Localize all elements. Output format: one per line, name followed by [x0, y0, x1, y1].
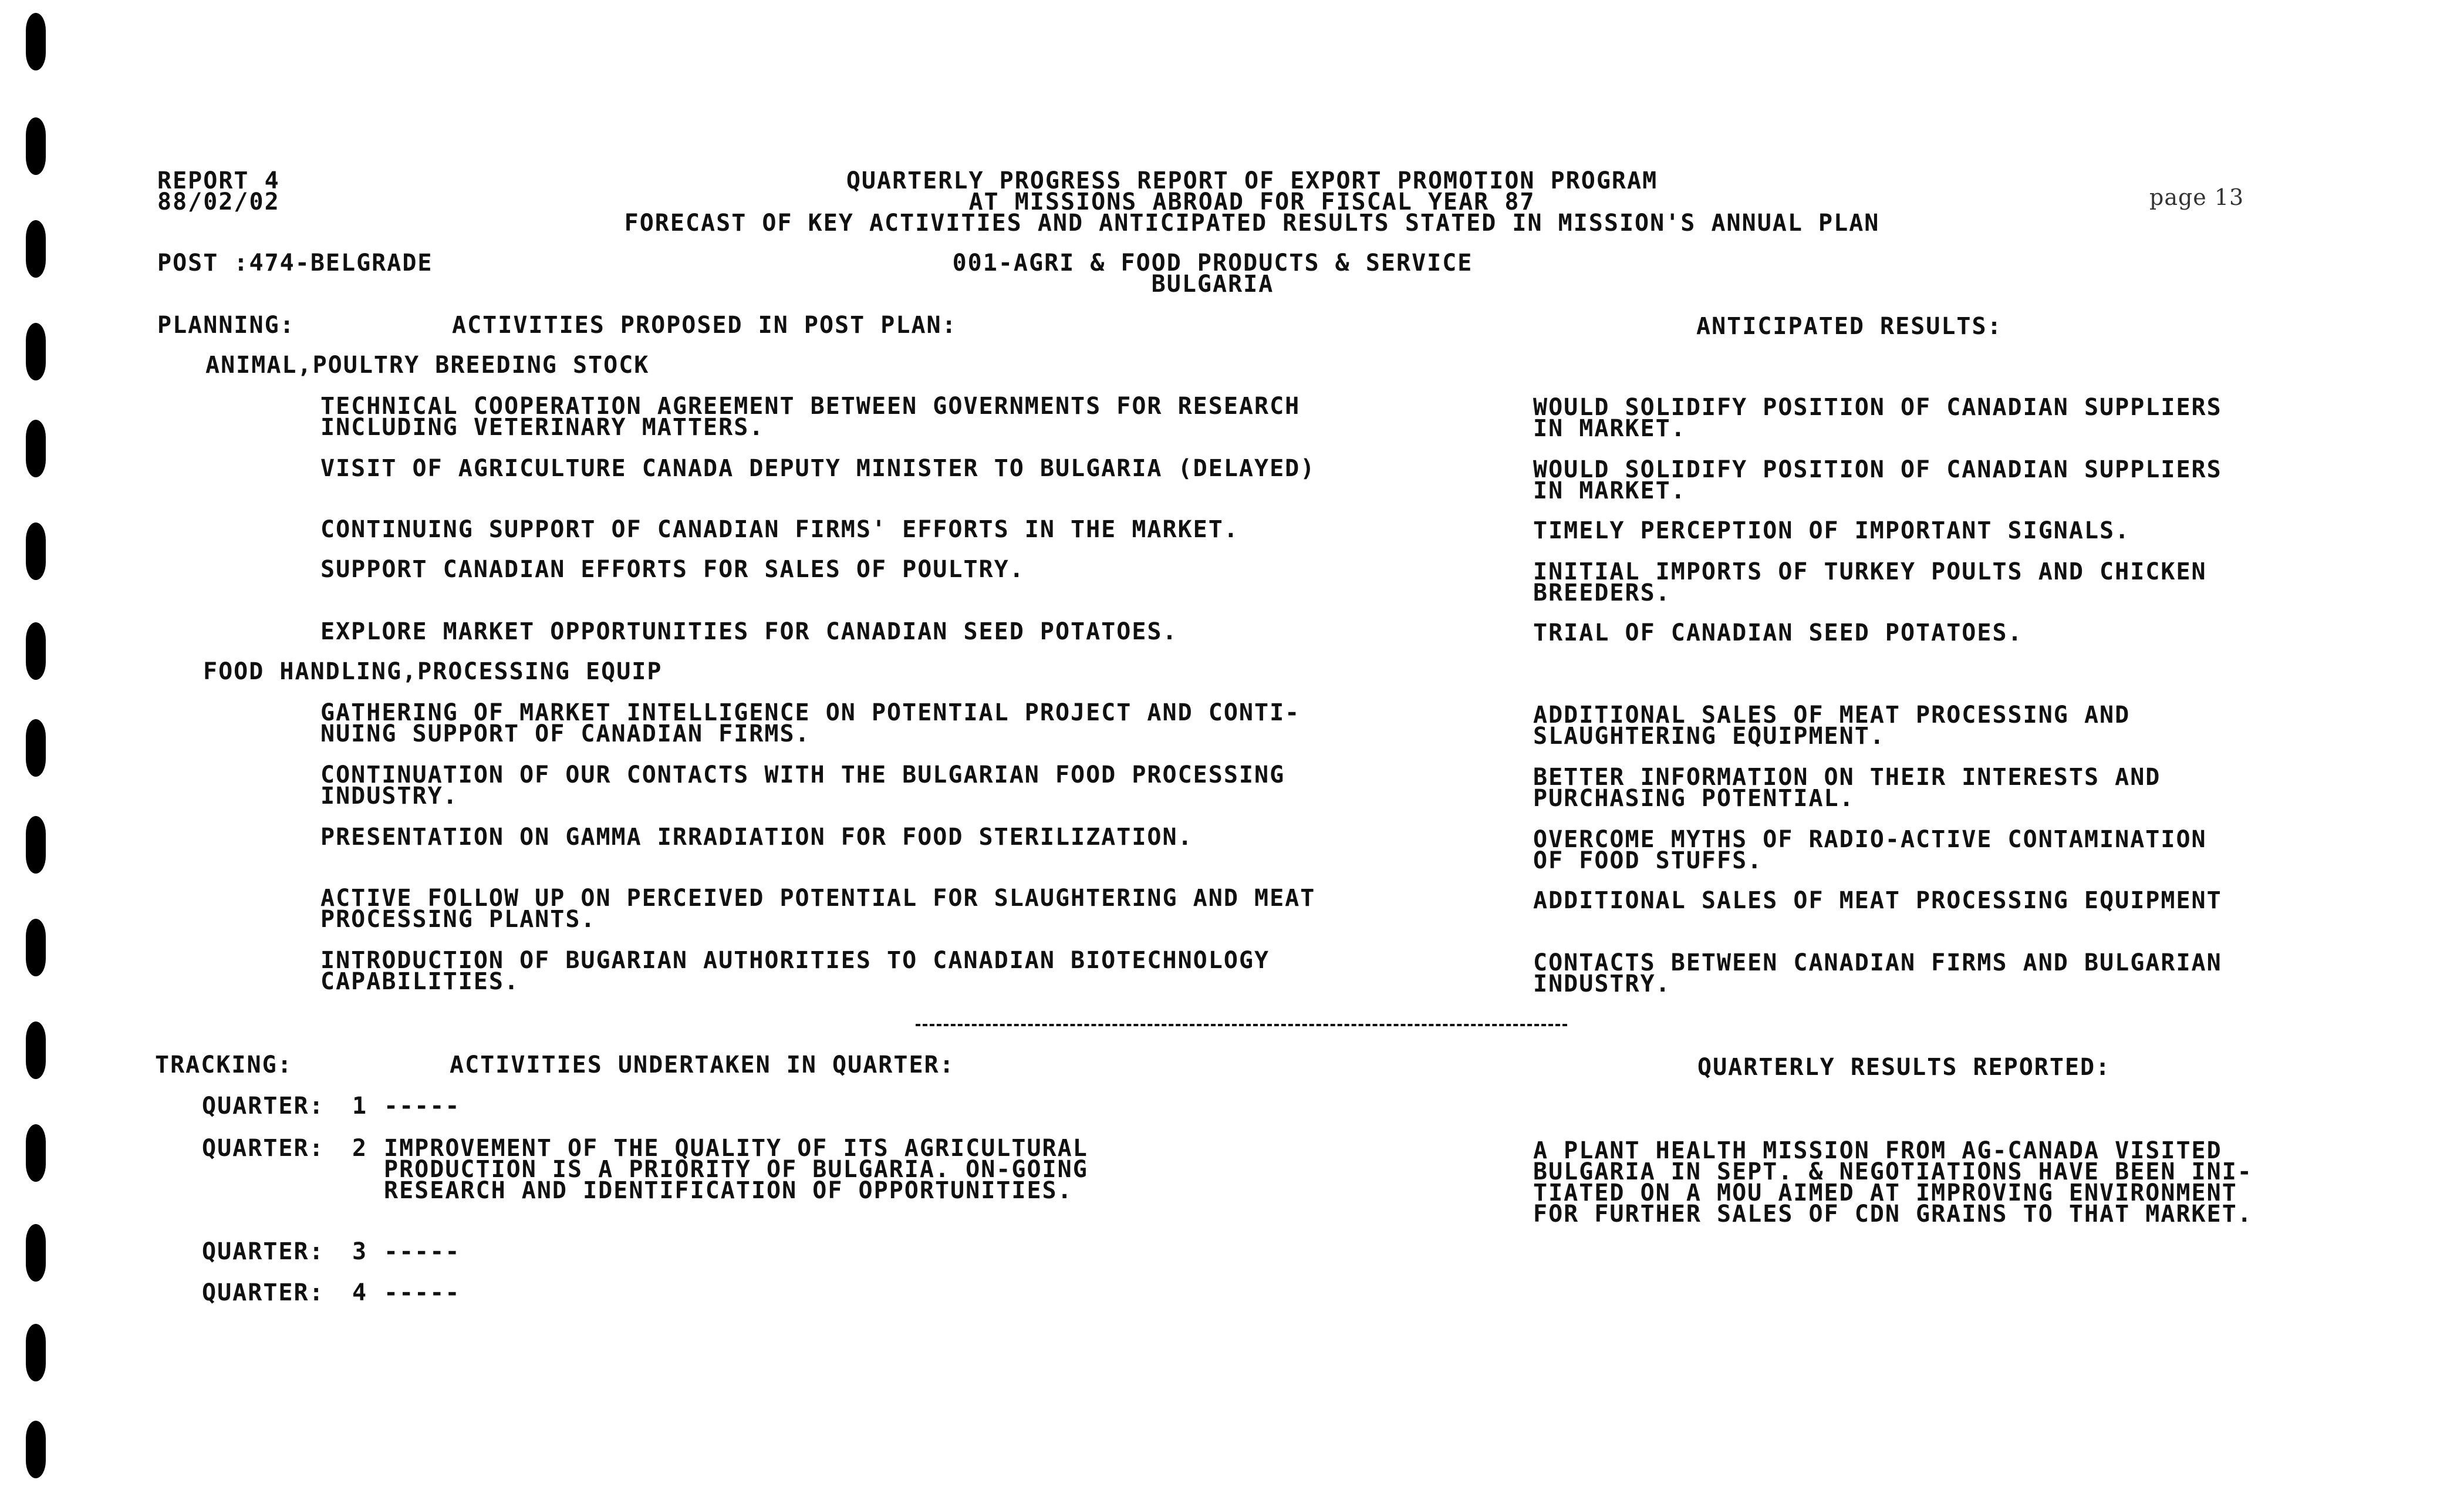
binder-hole [26, 622, 46, 680]
quarter-label: QUARTER: [202, 1238, 325, 1265]
group-name: FOOD HANDLING,PROCESSING EQUIP [203, 658, 663, 685]
result-text: ADDITIONAL SALES OF MEAT PROCESSING AND SLAUGHTERING EQUIPMENT. [1533, 702, 2131, 750]
country-label: BULGARIA [1151, 271, 1274, 298]
report-title: QUARTERLY PROGRESS REPORT OF EXPORT PROMOTION PROGRAM [846, 167, 1658, 194]
report-subtitle: AT MISSIONS ABROAD FOR FISCAL YEAR 87 [968, 188, 1535, 215]
binder-hole [26, 919, 46, 976]
report-forecast-line: FORECAST OF KEY ACTIVITIES AND ANTICIPATED RESULTS STATED IN MISSION'S ANNUAL PLAN [624, 210, 1880, 237]
report-number: REPORT 4 [157, 167, 280, 194]
activities-undertaken-heading: ACTIVITIES UNDERTAKEN IN QUARTER: [450, 1051, 955, 1078]
quarter-result: A PLANT HEALTH MISSION FROM AG-CANADA VISITED BULGARIA IN SEPT. & NEGOTIATIONS HAVE BEEN INI- TIATED ON A MOU AIMED AT IMPROVING ENVIRONMENT FOR FURTHER SALES OF CDN GRAINS TO THAT MARKET. [1533, 1137, 2253, 1228]
report-date: 88/02/02 [157, 188, 280, 215]
quarter-activity: ----- [384, 1093, 461, 1120]
binder-hole [26, 522, 46, 580]
activities-proposed-heading: ACTIVITIES PROPOSED IN POST PLAN: [452, 312, 957, 339]
activity-text: VISIT OF AGRICULTURE CANADA DEPUTY MINISTER TO BULGARIA (DELAYED) [320, 455, 1316, 482]
group-name: ANIMAL,POULTRY BREEDING STOCK [205, 352, 650, 379]
binder-hole [26, 1124, 46, 1182]
tracking-label: TRACKING: [155, 1051, 293, 1078]
result-text: BETTER INFORMATION ON THEIR INTERESTS AND PURCHASING POTENTIAL. [1533, 764, 2161, 812]
quarter-number: 4 [352, 1279, 368, 1306]
anticipated-results-heading: ANTICIPATED RESULTS: [1696, 313, 2003, 340]
activity-text: TECHNICAL COOPERATION AGREEMENT BETWEEN GOVERNMENTS FOR RESEARCH INCLUDING VETERINARY MATTERS. [320, 393, 1301, 441]
result-text: ADDITIONAL SALES OF MEAT PROCESSING EQUIPMENT [1533, 887, 2222, 914]
result-text: TIMELY PERCEPTION OF IMPORTANT SIGNALS. [1533, 517, 2131, 544]
binder-hole [26, 1421, 46, 1478]
activity-text: ACTIVE FOLLOW UP ON PERCEIVED POTENTIAL FOR SLAUGHTERING AND MEAT PROCESSING PLANTS. [320, 885, 1316, 933]
quarter-label: QUARTER: [202, 1279, 325, 1306]
activity-text: CONTINUATION OF OUR CONTACTS WITH THE BULGARIAN FOOD PROCESSING INDUSTRY. [320, 761, 1285, 810]
binder-hole [26, 1224, 46, 1282]
quarter-activity: ----- [384, 1279, 461, 1306]
result-text: WOULD SOLIDIFY POSITION OF CANADIAN SUPPLIERS IN MARKET. [1533, 456, 2222, 504]
result-text: INITIAL IMPORTS OF TURKEY POULTS AND CHICKEN BREEDERS. [1533, 558, 2207, 606]
result-text: WOULD SOLIDIFY POSITION OF CANADIAN SUPPLIERS IN MARKET. [1533, 394, 2222, 442]
quarter-label: QUARTER: [202, 1093, 325, 1120]
result-text: CONTACTS BETWEEN CANADIAN FIRMS AND BULGARIAN INDUSTRY. [1533, 949, 2222, 997]
quarter-activity: ----- [384, 1238, 461, 1265]
quarter-number: 2 [352, 1135, 368, 1162]
quarterly-results-heading: QUARTERLY RESULTS REPORTED: [1697, 1054, 2111, 1081]
binder-hole [26, 1022, 46, 1079]
section-divider [916, 1024, 1567, 1026]
binder-hole [26, 220, 46, 278]
binder-hole [26, 323, 46, 380]
activity-text: PRESENTATION ON GAMMA IRRADIATION FOR FOOD STERILIZATION. [320, 824, 1193, 851]
binder-hole [26, 117, 46, 175]
quarter-activity: IMPROVEMENT OF THE QUALITY OF ITS AGRICULTURAL PRODUCTION IS A PRIORITY OF BULGARIA. ON-GOING RESEARCH AND IDENTIFICATION OF OPPORTUNITIES. [384, 1135, 1088, 1204]
quarter-number: 1 [352, 1093, 368, 1120]
planning-label: PLANNING: [157, 312, 295, 339]
activity-text: CONTINUING SUPPORT OF CANADIAN FIRMS' EFFORTS IN THE MARKET. [320, 516, 1239, 543]
binder-hole [26, 1324, 46, 1381]
quarter-number: 3 [352, 1238, 368, 1265]
result-text: TRIAL OF CANADIAN SEED POTATOES. [1533, 619, 2023, 646]
sector-label: 001-AGRI & FOOD PRODUCTS & SERVICE [952, 250, 1473, 277]
post-label: POST :474-BELGRADE [157, 250, 433, 277]
quarter-label: QUARTER: [202, 1135, 325, 1162]
binder-hole [26, 719, 46, 777]
binder-hole [26, 13, 46, 70]
activity-text: INTRODUCTION OF BUGARIAN AUTHORITIES TO CANADIAN BIOTECHNOLOGY CAPABILITIES. [320, 947, 1270, 995]
result-text: OVERCOME MYTHS OF RADIO-ACTIVE CONTAMINATION OF FOOD STUFFS. [1533, 826, 2207, 874]
page-number: page 13 [2149, 184, 2244, 210]
activity-text: GATHERING OF MARKET INTELLIGENCE ON POTENTIAL PROJECT AND CONTI- NUING SUPPORT OF CANADIAN FIRMS. [320, 699, 1301, 747]
binder-hole [26, 816, 46, 874]
binder-hole [26, 420, 46, 477]
activity-text: EXPLORE MARKET OPPORTUNITIES FOR CANADIAN SEED POTATOES. [320, 618, 1178, 645]
activity-text: SUPPORT CANADIAN EFFORTS FOR SALES OF POULTRY. [320, 556, 1025, 583]
